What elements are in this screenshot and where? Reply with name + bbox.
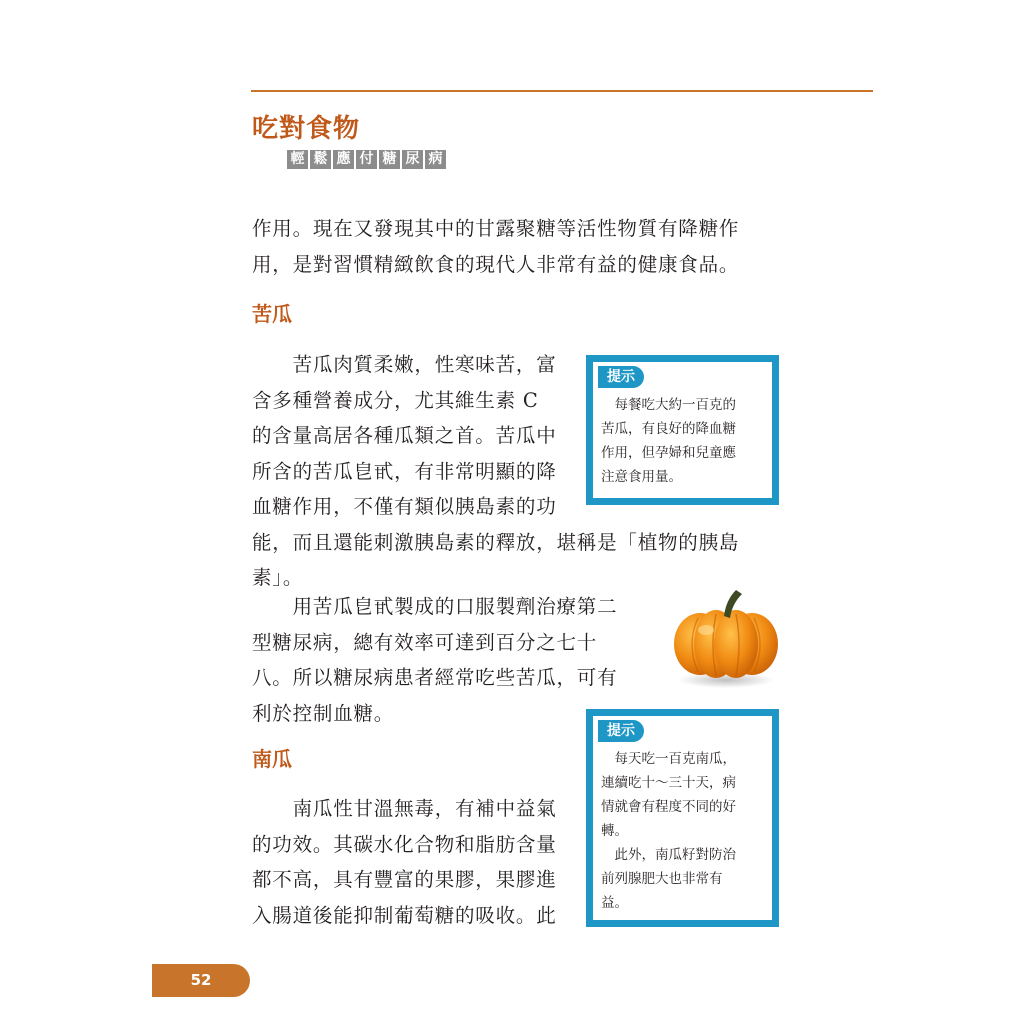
tip-line: 每天吃一百克南瓜， [601, 751, 736, 767]
text-line: 用苦瓜皀甙製成的口服製劑治療第二 [252, 595, 618, 618]
text-line: 含多種營養成分，尤其維生素 C [252, 388, 539, 412]
header-rule [251, 90, 873, 92]
subtitle-char: 應 [333, 150, 354, 169]
pumpkin-image [670, 586, 782, 690]
tip-line: 轉。 [601, 823, 628, 839]
subtitle-char: 鬆 [310, 150, 331, 169]
tip-line: 連續吃十～三十天，病 [601, 775, 736, 791]
text-line: 苦瓜肉質柔嫩，性寒味苦，富 [252, 353, 557, 376]
tip-line: 前列腺肥大也非常有 [601, 871, 723, 887]
text-line: 所含的苦瓜皀甙，有非常明顯的降 [252, 459, 557, 483]
text-line: 的含量高居各種瓜類之首。苦瓜中 [252, 424, 557, 447]
tip-line: 作用，但孕婦和兒童應 [601, 445, 736, 461]
text-line: 南瓜性甘溫無毒，有補中益氣 [252, 797, 557, 820]
tip-text [601, 393, 736, 489]
subtitle-char: 尿 [402, 150, 423, 169]
pumpkin-paragraph-1 [252, 791, 557, 933]
subtitle-char: 付 [356, 150, 377, 169]
tip-line: 注意食用量。 [601, 469, 682, 485]
text-line: 八。所以糖尿病患者經常吃些苦瓜，可有 [252, 666, 618, 689]
subtitle-char: 病 [425, 150, 446, 169]
text-line: 血糖作用，不僅有類似胰島素的功 [252, 495, 557, 518]
bitter-melon-paragraph-2 [252, 589, 617, 731]
book-subtitle [287, 150, 446, 169]
tip-box-bitter-melon [586, 355, 779, 505]
tip-line: 每餐吃大約一百克的 [601, 397, 736, 413]
subtitle-char: 糖 [379, 150, 400, 169]
text-line: 入腸道後能抑制葡萄糖的吸收。此 [252, 903, 557, 927]
section-heading-pumpkin: 南瓜 [252, 747, 292, 771]
text-line: 利於控制血糖。 [252, 701, 395, 725]
section-heading-bitter-melon: 苦瓜 [252, 302, 292, 326]
text-line: 的功效。其碳水化合物和脂肪含量 [252, 832, 557, 856]
text-line: 作用。現在又發現其中的甘露聚糖等活性物質有降糖作 [252, 217, 740, 240]
text-line: 素」。 [252, 566, 304, 589]
book-title: 吃對食物 [252, 114, 361, 144]
tip-line: 情就會有程度不同的好 [601, 799, 736, 815]
text-line: 都不高，具有豐富的果膠，果膠進 [252, 868, 557, 891]
tip-line: 苦瓜，有良好的降血糖 [601, 421, 736, 437]
tip-box-pumpkin [586, 709, 779, 927]
tip-label: 提示 [598, 366, 644, 388]
tip-line: 此外，南瓜籽對防治 [601, 847, 736, 863]
text-line: 能，而且還能刺激胰島素的釋放，堪稱是「植物的胰島 [252, 530, 740, 554]
intro-paragraph [252, 211, 739, 282]
tip-label: 提示 [598, 720, 644, 742]
tip-line: 益。 [601, 895, 628, 911]
page-number: 52 [152, 964, 250, 997]
text-line: 用，是對習慣精緻飲食的現代人非常有益的健康食品。 [252, 252, 740, 276]
text-line: 型糖尿病，總有效率可達到百分之七十 [252, 630, 598, 654]
tip-text [601, 747, 736, 915]
subtitle-char: 輕 [287, 150, 308, 169]
